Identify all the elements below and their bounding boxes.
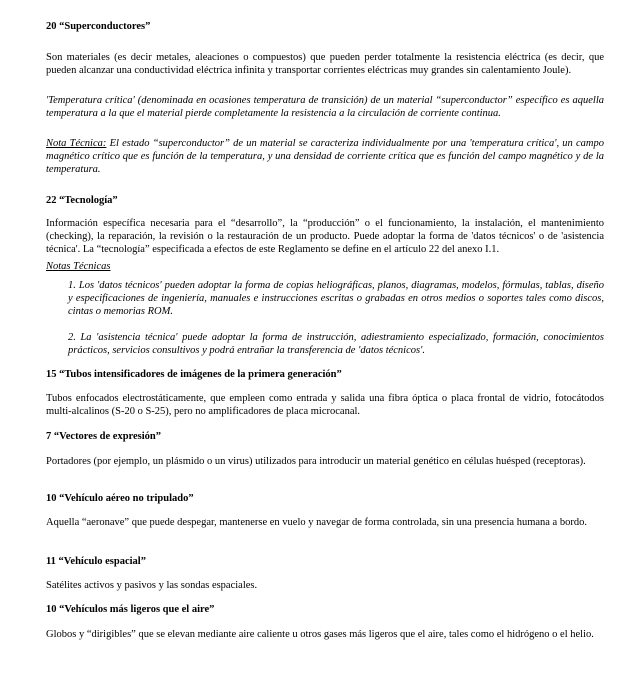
section-heading-mas-ligeros: 10 “Vehículos más ligeros que el aire” <box>46 604 215 615</box>
section-body-vectores: Portadores (por ejemplo, un plásmido o un virus) utilizados para introducir un material genético en células huésped (receptoras). <box>46 456 586 467</box>
section-body-tecnologia: Información específica necesaria para el “desarrollo”, la “producción” o el funcionamiento, la instalación, el mantenimiento (checking), la reparación, la revisión o la restauración de un producto. Puede adoptar la forma de 'datos técnicos' o de 'asistencia técnica'. La “tecnología” especificada a efectos de este Reglamento se define en el artículo 22 del anexo I.1. <box>46 218 604 255</box>
section-heading-tubos: 15 “Tubos intensificadores de imágenes de la primera generación” <box>46 369 342 380</box>
section-heading-tecnologia: 22 “Tecnología” <box>46 195 118 206</box>
definition-temperatura-critica: 'Temperatura crítica' (denominada en ocasiones temperatura de transición) de un material “superconductor” específico es aquella temperatura a la que el material pierde completamente la resistencia a la circulación de corriente continua. <box>46 95 604 119</box>
technical-note-text: El estado “superconductor” de un material se caracteriza individualmente por una 'temperatura crítica', un campo magnético crítico que es función de la temperatura, y una densidad de corriente crítica que es función del campo magnético y de la temperatura. <box>46 138 605 175</box>
section-body-mas-ligeros: Globos y “dirigibles” que se elevan mediante aire caliente u otros gases más ligeros que el aire, tales como el hidrógeno o el helio. <box>46 629 594 640</box>
section-body-vehiculo-aereo: Aquella “aeronave” que puede despegar, mantenerse en vuelo y navegar de forma controlada, sin una presencia humana a bordo. <box>46 517 587 528</box>
section-heading-superconductores: 20 “Superconductores” <box>46 21 151 32</box>
section-body-superconductores: Son materiales (es decir metales, aleaciones o compuestos) que pueden perder totalmente la resistencia eléctrica (es decir, que pueden alcanzar una conductividad eléctrica infinita y transportar corrientes eléctricas muy grandes sin calentamiento Joule). <box>46 52 604 76</box>
technical-note-label: Nota Técnica: <box>46 138 107 149</box>
technical-notes-label: Notas Técnicas <box>46 261 111 272</box>
technical-note-item: 2. La 'asistencia técnica' puede adoptar la forma de instrucción, adiestramiento especializado, formación, conocimientos prácticos, servicios consultivos y podrá entrañar la transferencia de 'datos técnicos'. <box>68 332 604 356</box>
section-body-vehiculo-espacial: Satélites activos y pasivos y las sondas espaciales. <box>46 580 258 591</box>
technical-note-item: 1. Los 'datos técnicos' pueden adoptar la forma de copias heliográficas, planos, diagramas, modelos, fórmulas, tablas, diseño y especificaciones de ingeniería, manuales e instrucciones escritas o grabadas en otros medios o soportes tales como discos, cintas o memorias ROM. <box>68 280 604 317</box>
section-heading-vectores: 7 “Vectores de expresión” <box>46 431 162 442</box>
section-body-tubos: Tubos enfocados electrostáticamente, que empleen como entrada y salida una fibra óptica o placa frontal de vidrio, fotocátodos multi-alcalinos (S-20 o S-25), pero no amplificadores de placa microcanal. <box>46 393 604 417</box>
section-heading-vehiculo-espacial: 11 “Vehículo espacial” <box>46 556 146 567</box>
section-heading-vehiculo-aereo: 10 “Vehículo aéreo no tripulado” <box>46 493 194 504</box>
technical-note-superconductores <box>46 137 604 176</box>
